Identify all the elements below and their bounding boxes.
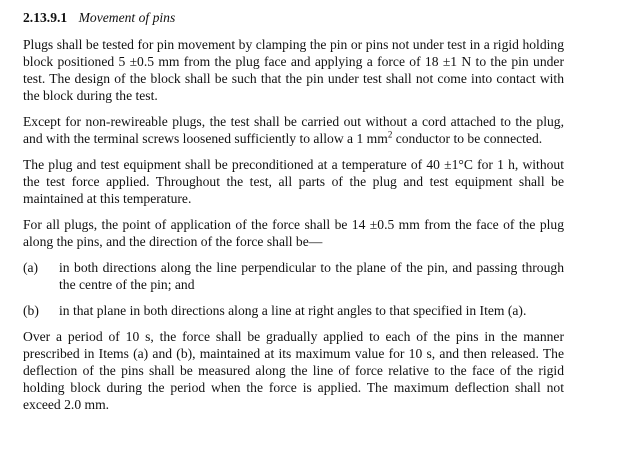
list-item-a <box>23 259 564 293</box>
document-page <box>23 9 564 422</box>
paragraph-non-rewireable <box>23 113 564 147</box>
paragraph-pin-clamping: Plugs shall be tested for pin movement by clamping the pin or pins not under test in a rigid holding block positioned 5 ±0.5 mm from the plug face and applying a force of 18 ±1 N to the pin under test. The design of the block shall be such that the pin under test shall not come into contact with the block during the test. <box>23 37 564 103</box>
list-item-b <box>23 302 564 319</box>
paragraph-preconditioning: The plug and test equipment shall be preconditioned at a temperature of 40 ±1°C for 1 h, without the test force applied. Throughout the test, all parts of the plug and test equipment shall be maintained at this temperature. <box>23 157 564 206</box>
list-item-label: (b) <box>23 303 39 318</box>
section-heading <box>23 9 564 26</box>
superscript-2: 2 <box>387 129 393 140</box>
paragraph-deflection: Over a period of 10 s, the force shall be gradually applied to each of the pins in the manner prescribed in Items (a) and (b), maintained at its maximum value for 10 s, and then released. The deflection of the pins shall be measured along the line of force relative to the face of the rigid holding block during the period when the force is applied. The maximum deflection shall not exceed 2.0 mm. <box>23 329 564 412</box>
list-item-text: in that plane in both directions along a line at right angles to that specified in Item (a). <box>59 303 527 318</box>
section-number: 2.13.9.1 <box>23 10 68 25</box>
list-item-label: (a) <box>23 260 39 275</box>
paragraph-non-rewireable-text: Except for non-rewireable plugs, the test shall be carried out without a cord attached to the plug, and with the terminal screws loosened sufficiently to allow a 1 mm <box>23 114 564 146</box>
paragraph-force-application: For all plugs, the point of application of the force shall be 14 ±0.5 mm from the face of the plug along the pins, and the direction of the force shall be— <box>23 217 564 249</box>
list-item-text: in both directions along the line perpendicular to the plane of the pin, and passing through the centre of the pin; and <box>59 260 564 292</box>
section-title: Movement of pins <box>78 10 176 25</box>
paragraph-non-rewireable-tail: conductor to be connected. <box>392 131 543 146</box>
